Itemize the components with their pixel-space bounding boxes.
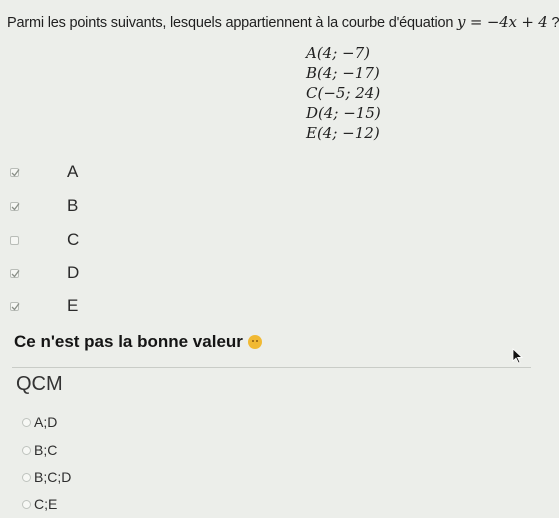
feedback-message	[14, 332, 262, 352]
sad-face-emoji-icon	[248, 335, 262, 349]
qcm-choice[interactable]	[22, 468, 71, 486]
option-a[interactable]	[10, 162, 210, 182]
radio-icon[interactable]	[22, 418, 31, 427]
qcm-choice[interactable]	[22, 413, 57, 431]
option-label: D	[67, 263, 80, 282]
point-a: A(4; −7)	[306, 44, 371, 62]
option-label: E	[67, 296, 79, 315]
qcm-choice[interactable]	[22, 495, 57, 513]
checkbox-checked-icon[interactable]	[10, 168, 19, 177]
option-label: C	[67, 230, 80, 249]
feedback-text: Ce n'est pas la bonne valeur	[14, 332, 243, 351]
qcm-choice-label: A;D	[34, 414, 58, 430]
checkbox-checked-icon[interactable]	[10, 202, 19, 211]
point-c: C(−5; 24)	[306, 84, 381, 102]
option-e[interactable]	[10, 296, 210, 316]
qcm-title: QCM	[16, 373, 63, 395]
option-label: B	[67, 196, 79, 215]
qcm-choice-label: B;C	[34, 442, 58, 458]
point-b: B(4; −17)	[306, 64, 380, 82]
qcm-choice-label: C;E	[34, 496, 58, 512]
question-suffix: ?	[547, 15, 559, 31]
points-list	[306, 43, 381, 143]
qcm-choice[interactable]	[22, 441, 57, 459]
section-divider	[12, 367, 531, 368]
question-prefix: Parmi les points suivants, lesquels appartiennent à la courbe d'équation	[7, 15, 458, 31]
mouse-cursor-icon	[512, 348, 524, 364]
option-c[interactable]	[10, 230, 210, 250]
point-e: E(4; −12)	[306, 124, 380, 142]
option-b[interactable]	[10, 196, 210, 216]
question-text	[7, 13, 559, 31]
option-d[interactable]	[10, 263, 210, 283]
checkbox-unchecked-icon[interactable]	[10, 236, 19, 245]
question-equation: y = −4x + 4	[457, 13, 548, 31]
point-d: D(4; −15)	[306, 104, 381, 122]
option-label: A	[67, 162, 79, 181]
checkbox-checked-icon[interactable]	[10, 269, 19, 278]
checkbox-checked-icon[interactable]	[10, 302, 19, 311]
radio-icon[interactable]	[22, 446, 31, 455]
radio-icon[interactable]	[22, 473, 31, 482]
qcm-choice-label: B;C;D	[34, 469, 72, 485]
radio-icon[interactable]	[22, 500, 31, 509]
